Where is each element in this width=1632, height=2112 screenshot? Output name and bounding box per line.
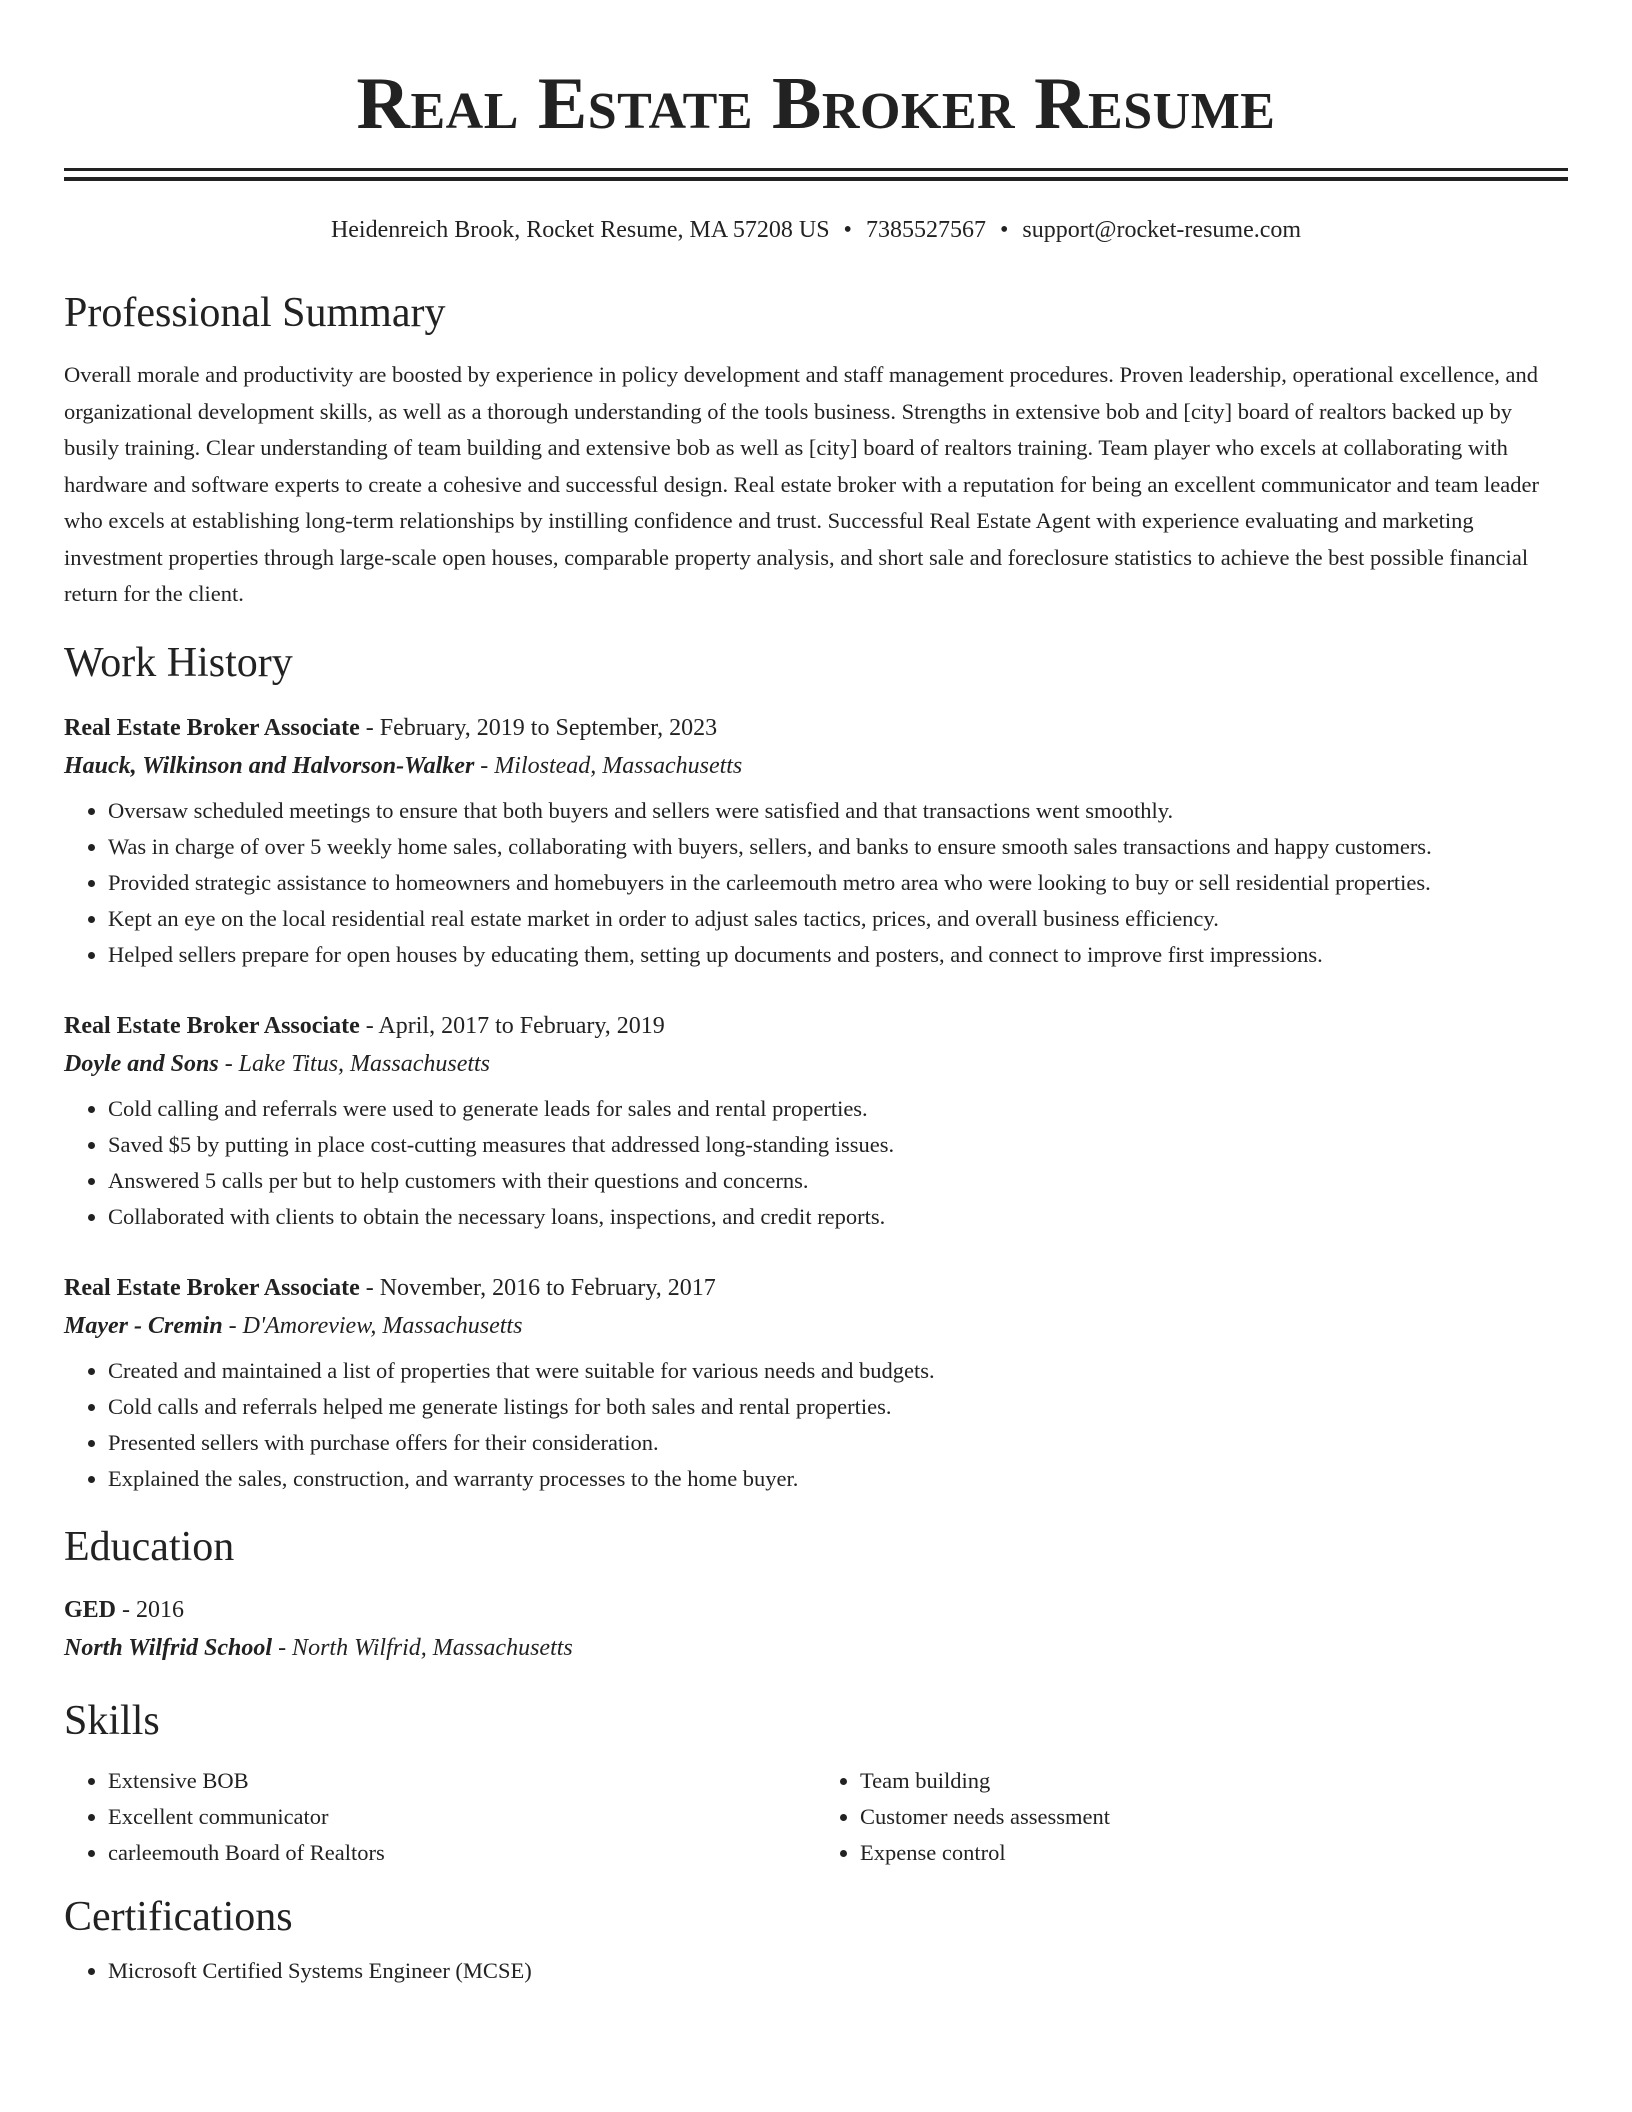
employer-location: - Milostead, Massachusetts (474, 752, 743, 779)
job-title: Real Estate Broker Associate (64, 1012, 360, 1039)
skill-item: • Extensive BOB (108, 1763, 816, 1799)
job-title-line (64, 1007, 1568, 1045)
employer-name: Hauck, Wilkinson and Halvorson-Walker (64, 752, 475, 779)
job-dates: - April, 2017 to February, 2019 (359, 1012, 665, 1039)
title-divider-top (64, 168, 1568, 171)
employer-line (64, 1045, 1568, 1083)
job-title-line (64, 709, 1568, 747)
degree-line (64, 1591, 1568, 1629)
contact-email: support@rocket-resume.com (1022, 217, 1302, 243)
job-bullets (64, 1091, 1568, 1235)
employer-name: Mayer - Cremin (64, 1312, 223, 1339)
certifications-list (64, 1953, 1568, 1989)
job-bullet: • Saved $5 by putting in place cost-cutting measures that addressed long-standing issues. (108, 1127, 1568, 1163)
degree-year: - 2016 (116, 1596, 185, 1623)
job-bullet: • Was in charge of over 5 weekly home sales, collaborating with buyers, sellers, and banks to ensure smooth sales transactions and happy customers. (108, 829, 1568, 865)
job-bullet: • Explained the sales, construction, and warranty processes to the home buyer. (108, 1461, 1568, 1497)
job-bullet: • Collaborated with clients to obtain the necessary loans, inspections, and credit reports. (108, 1199, 1568, 1235)
job-bullet: • Answered 5 calls per but to help customers with their questions and concerns. (108, 1163, 1568, 1199)
title-divider-bottom (64, 177, 1568, 181)
contact-line (64, 215, 1568, 245)
contact-phone: 7385527567 (865, 217, 986, 243)
education-heading: Education (64, 1523, 235, 1570)
skills-list-right (816, 1763, 1568, 1871)
school-location: - North Wilfrid, Massachusetts (272, 1634, 573, 1661)
job-title-line (64, 1269, 1568, 1307)
skill-item: • carleemouth Board of Realtors (108, 1835, 816, 1871)
skill-item: • Expense control (860, 1835, 1568, 1871)
certifications-heading: Certifications (64, 1893, 293, 1940)
work-history-heading: Work History (64, 639, 293, 686)
employer-location: - D'Amoreview, Massachusetts (222, 1312, 523, 1339)
job-title: Real Estate Broker Associate (64, 714, 360, 741)
certification-item: • Microsoft Certified Systems Engineer (MCSE) (108, 1953, 1568, 1989)
job-entry (64, 1007, 1568, 1235)
job-bullet: • Kept an eye on the local residential real estate market in order to adjust sales tactics, prices, and overall business efficiency. (108, 901, 1568, 937)
contact-separator: • (999, 217, 1009, 243)
skill-item: • Team building (860, 1763, 1568, 1799)
job-entry (64, 1269, 1568, 1497)
summary-heading: Professional Summary (64, 290, 446, 336)
resume-title: Real Estate Broker Resume (356, 63, 1276, 145)
job-dates: - February, 2019 to September, 2023 (359, 714, 718, 741)
school-line (64, 1629, 1568, 1667)
job-bullet: • Presented sellers with purchase offers for their consideration. (108, 1425, 1568, 1461)
skill-item: • Excellent communicator (108, 1799, 816, 1835)
employer-location: - Lake Titus, Massachusetts (218, 1050, 491, 1077)
skills-heading: Skills (64, 1697, 160, 1744)
summary-text: Overall morale and productivity are boosted by experience in policy development and staff management procedures. Proven leadership, operational excellence, and organizational development skills, as well as a thorough understanding of the tools business. Strengths in extensive bob and [city] board of realtors backed up by busily training. Clear understanding of team building and extensive bob as well as [city] board of realtors training. Team player who excels at collaborating with hardware and software experts to create a cohesive and successful design. Real estate broker with a reputation for being an excellent communicator and team leader who excels at establishing long-term relationships by instilling confidence and trust. Successful Real Estate Agent with experience evaluating and marketing investment properties through large-scale open houses, comparable property analysis, and short sale and foreclosure statistics to achieve the best possible financial return for the client. (64, 362, 1540, 606)
job-title: Real Estate Broker Associate (64, 1274, 360, 1301)
job-bullet: • Provided strategic assistance to homeowners and homebuyers in the carleemouth metro area who were looking to buy or sell residential properties. (108, 865, 1568, 901)
school-name: North Wilfrid School (64, 1634, 273, 1661)
job-entry (64, 709, 1568, 973)
job-bullets (64, 793, 1568, 973)
job-bullet: • Cold calling and referrals were used to generate leads for sales and rental properties. (108, 1091, 1568, 1127)
employer-name: Doyle and Sons (64, 1050, 219, 1077)
job-bullets (64, 1353, 1568, 1497)
job-bullet: • Oversaw scheduled meetings to ensure that both buyers and sellers were satisfied and that transactions went smoothly. (108, 793, 1568, 829)
job-dates: - November, 2016 to February, 2017 (359, 1274, 716, 1301)
job-bullet: • Helped sellers prepare for open houses by educating them, setting up documents and posters, and connect to improve first impressions. (108, 937, 1568, 973)
contact-separator: • (843, 217, 852, 243)
skills-columns (64, 1763, 1568, 1871)
job-bullet: • Cold calls and referrals helped me generate listings for both sales and rental properties. (108, 1389, 1568, 1425)
skills-list-left (64, 1763, 816, 1871)
contact-address: Heidenreich Brook, Rocket Resume, MA 57208 US (330, 217, 830, 243)
skill-item: • Customer needs assessment (860, 1799, 1568, 1835)
education-entry (64, 1591, 1568, 1667)
job-bullet: • Created and maintained a list of properties that were suitable for various needs and budgets. (108, 1353, 1568, 1389)
degree: GED (64, 1596, 117, 1623)
employer-line (64, 1307, 1568, 1345)
employer-line (64, 747, 1568, 785)
